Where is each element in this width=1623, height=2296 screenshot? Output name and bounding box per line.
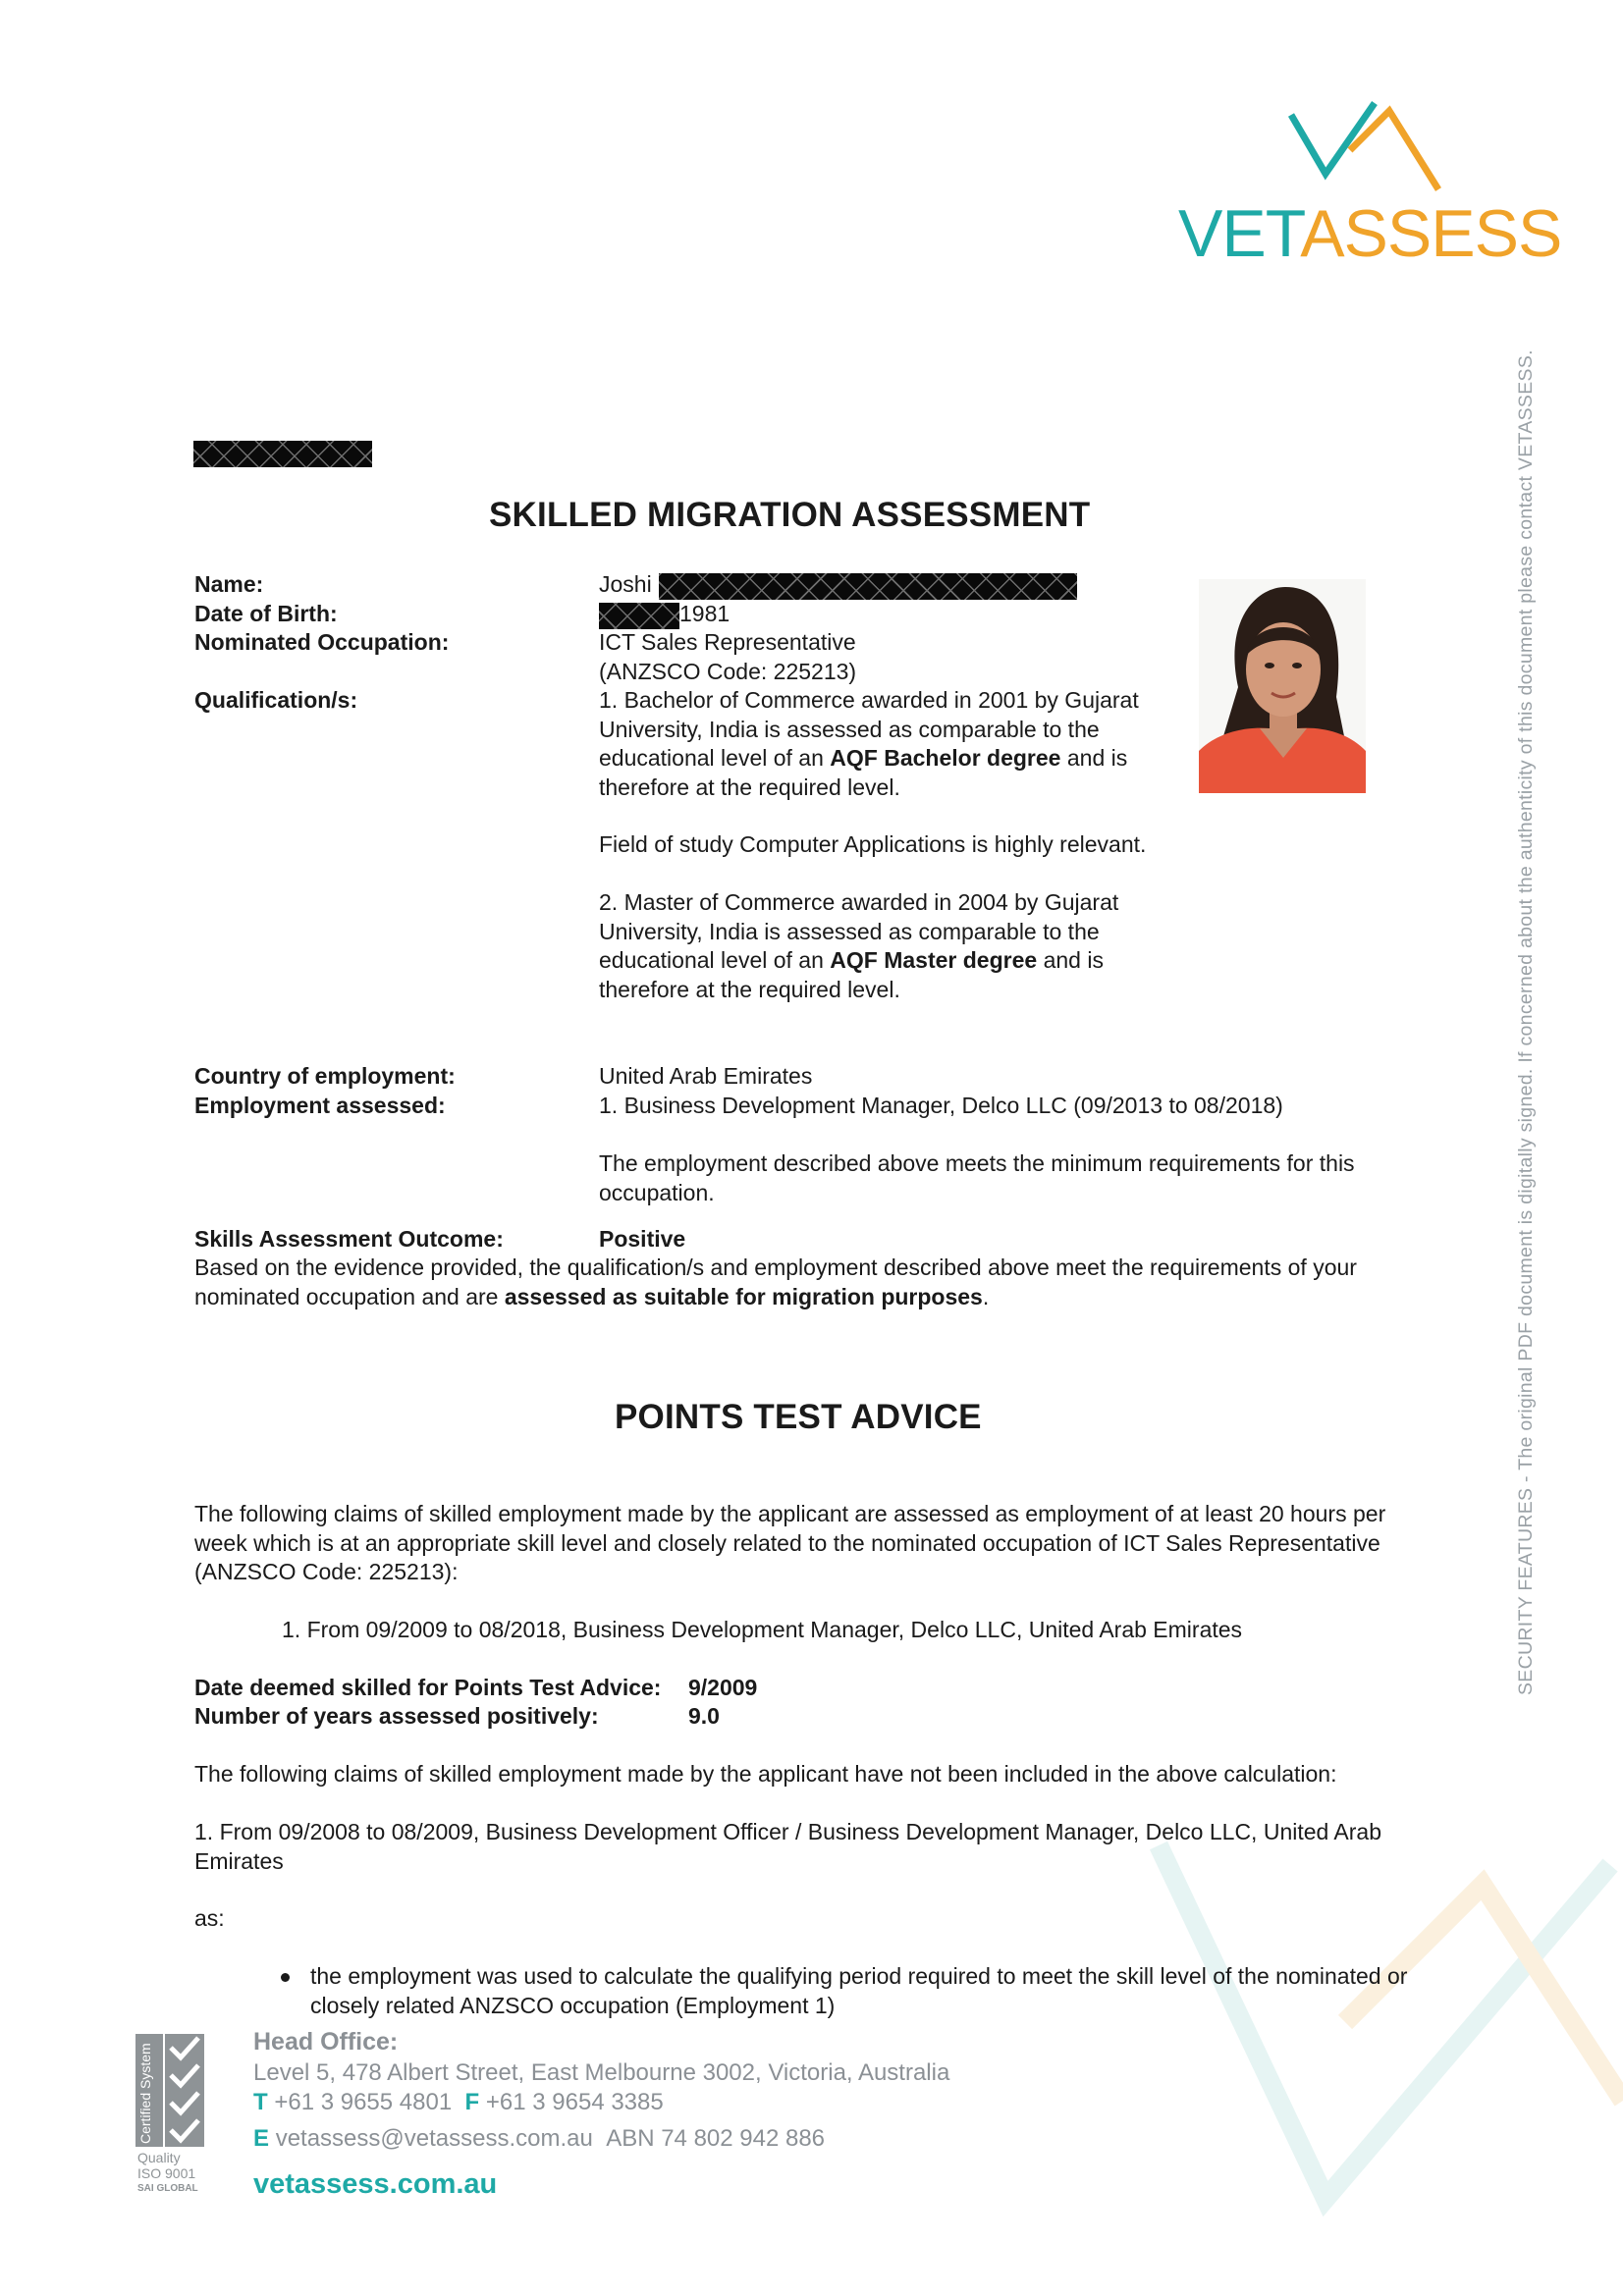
phone-label: T bbox=[253, 2089, 268, 2115]
office-address: Level 5, 478 Albert Street, East Melbourne 3002, Victoria, Australia bbox=[253, 2059, 950, 2086]
employment-assessed-value: 1. Business Development Manager, Delco LLC (09/2013 to 08/2018) bbox=[599, 1093, 1283, 1118]
fax-number: +61 3 9654 3385 bbox=[485, 2089, 664, 2115]
date-deemed-label: Date deemed skilled for Points Test Advice: bbox=[194, 1675, 662, 1700]
outcome-label: Skills Assessment Outcome: bbox=[194, 1226, 504, 1252]
list-item: the employment was used to calculate the qualifying period required to meet the skill level of the nominated or closely related ANZSCO occupation (Employment 1) bbox=[310, 1962, 1430, 2020]
checkmarks-icon bbox=[165, 2034, 204, 2147]
dob-value: 1981 bbox=[679, 601, 730, 626]
name-value: Joshi bbox=[599, 571, 652, 597]
years-value: 9.0 bbox=[688, 1703, 720, 1729]
email-label: E bbox=[253, 2125, 270, 2152]
occupation-value: ICT Sales Representative bbox=[599, 629, 856, 655]
outcome-text: Based on the evidence provided, the qualification/s and employment described above meet the requirements of your nominated occupation and are assessed as suitable for migration purposes. bbox=[194, 1255, 1357, 1309]
logo-mark-icon bbox=[1281, 93, 1448, 201]
qualification-1: 1. Bachelor of Commerce awarded in 2001 by Gujarat University, India is assessed as comparable to the educational level of an AQF Bachelor degree and is therefore at the required level. bbox=[599, 687, 1139, 800]
website-link[interactable]: vetassess.com.au bbox=[253, 2168, 498, 2200]
employment-assessed-label: Employment assessed: bbox=[194, 1093, 446, 1118]
fax-label: F bbox=[464, 2089, 480, 2115]
cert-sai: SAI GLOBAL bbox=[137, 2183, 198, 2194]
as-label: as: bbox=[194, 1905, 225, 1931]
not-included-text: The following claims of skilled employment made by the applicant have not been included in the above calculation: bbox=[194, 1761, 1337, 1787]
bullet-icon bbox=[281, 1973, 290, 1982]
page-title: SKILLED MIGRATION ASSESSMENT bbox=[489, 496, 1091, 534]
phone-number: +61 3 9655 4801 bbox=[274, 2089, 453, 2115]
logo-text-vet: VET bbox=[1178, 196, 1301, 271]
cert-quality: Quality bbox=[137, 2150, 181, 2165]
applicant-photo bbox=[1199, 579, 1366, 793]
head-office-label: Head Office: bbox=[253, 2028, 399, 2056]
logo-text-assess: ASSESS bbox=[1300, 196, 1562, 271]
redacted-reference bbox=[193, 441, 372, 467]
abn-number: ABN 74 802 942 886 bbox=[606, 2125, 826, 2152]
points-intro: The following claims of skilled employment made by the applicant are assessed as employment of at least 20 hours per week which is at an appropriate skill level and closely related to the nominated occupation of ICT Sales Representative (ANZSCO Code: 225213): bbox=[194, 1501, 1386, 1584]
outcome-value: Positive bbox=[599, 1226, 686, 1252]
field-of-study: Field of study Computer Applications is highly relevant. bbox=[599, 831, 1147, 857]
qualifications-label: Qualification/s: bbox=[194, 687, 358, 713]
security-notice: SECURITY FEATURES - The original PDF document is digitally signed. If concerned about the authenticity of this document please contact VETASSESS. bbox=[1515, 349, 1537, 1695]
country-value: United Arab Emirates bbox=[599, 1063, 813, 1089]
iso-badge bbox=[135, 2034, 216, 2201]
points-title: POINTS TEST ADVICE bbox=[615, 1398, 982, 1436]
redacted-dob bbox=[599, 603, 679, 629]
vetassess-logo bbox=[1178, 93, 1562, 280]
qualification-2: 2. Master of Commerce awarded in 2004 by Gujarat University, India is assessed as comparable to the educational level of an AQF Master degree and is therefore at the required level. bbox=[599, 889, 1119, 1002]
employment-meets-text: The employment described above meets the minimum requirements for this occupation. bbox=[599, 1150, 1355, 1205]
date-deemed-value: 9/2009 bbox=[688, 1675, 758, 1700]
country-label: Country of employment: bbox=[194, 1063, 456, 1089]
occupation-label: Nominated Occupation: bbox=[194, 629, 450, 655]
points-item-1: 1. From 09/2009 to 08/2018, Business Development Manager, Delco LLC, United Arab Emirates bbox=[282, 1617, 1243, 1642]
years-label: Number of years assessed positively: bbox=[194, 1703, 599, 1729]
excluded-item: 1. From 09/2008 to 08/2009, Business Development Officer / Business Development Manager, Delco LLC, United Arab Emirates bbox=[194, 1819, 1382, 1874]
name-label: Name: bbox=[194, 571, 264, 597]
email-address[interactable]: vetassess@vetassess.com.au bbox=[275, 2125, 593, 2152]
reasons-list bbox=[310, 1962, 1430, 2020]
occupation-code: (ANZSCO Code: 225213) bbox=[599, 659, 857, 684]
cert-iso: ISO 9001 bbox=[137, 2165, 196, 2181]
cert-vertical-text: Certified System bbox=[137, 2043, 153, 2144]
redacted-name bbox=[659, 573, 1077, 600]
dob-label: Date of Birth: bbox=[194, 601, 338, 626]
